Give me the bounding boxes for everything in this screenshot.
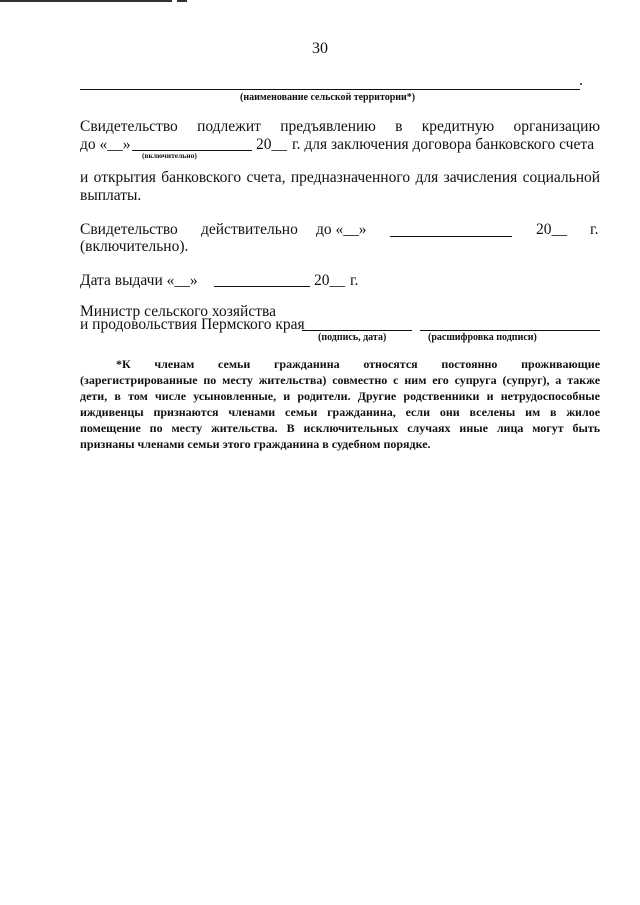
word: подлежит: [197, 118, 261, 135]
word: супруга: [454, 373, 497, 387]
word: зачисления: [443, 169, 518, 186]
footnote-line: [80, 420, 600, 436]
word: (зарегистрированные: [80, 373, 198, 387]
minister-title-line2: и продовольствия Пермского края: [80, 316, 305, 333]
word: родители.: [297, 389, 351, 403]
word: в: [114, 389, 121, 403]
word: по: [203, 373, 217, 387]
word: банковского: [161, 169, 242, 186]
word: и: [283, 389, 291, 403]
word: быть: [572, 421, 601, 435]
word: иные: [459, 421, 488, 435]
word: (супруг),: [502, 373, 550, 387]
footnote-line: [80, 388, 600, 404]
issue-date-prefix: Дата выдачи «__»: [80, 272, 198, 289]
para1-line1: [80, 118, 600, 136]
word: если: [405, 405, 431, 419]
issue-date-line: [214, 286, 310, 287]
word: проживающие: [521, 357, 601, 371]
footnote-line: [80, 372, 600, 388]
word: а: [555, 373, 562, 387]
para1-line3: [80, 169, 600, 187]
validity-word: действительно: [201, 221, 298, 238]
validity-year-suffix: г.: [590, 221, 599, 238]
scan-edge-mark: [177, 0, 187, 2]
word: случаях: [407, 421, 451, 435]
word: социальной: [522, 169, 601, 186]
word: семьи: [218, 357, 251, 371]
word: месту: [171, 421, 203, 435]
para1-line2-year: 20__: [256, 136, 287, 153]
issue-date-year: 20__: [314, 272, 345, 289]
word: Другие: [357, 389, 397, 403]
word: им: [525, 405, 541, 419]
word: совместно: [332, 373, 388, 387]
para1-line2-suffix: г. для заключения договора банковского счета: [292, 136, 595, 153]
para1-line4: выплаты.: [80, 187, 142, 204]
page-number: 30: [312, 40, 328, 57]
inclusive-caption: (включительно): [142, 151, 197, 160]
territory-caption: (наименование сельской территории*): [240, 92, 416, 103]
word: нетрудоспособные: [500, 389, 600, 403]
word: предъявлению: [280, 118, 376, 135]
word: они: [439, 405, 460, 419]
word: также: [567, 373, 601, 387]
word: по: [149, 421, 163, 435]
word: в кредитную: [395, 118, 495, 135]
word: счета,: [246, 169, 286, 186]
issue-date-suffix: г.: [350, 272, 359, 289]
word: числе: [154, 389, 187, 403]
word: помещение: [80, 421, 141, 435]
word: Свидетельство: [80, 118, 178, 135]
word: предназначенного: [290, 169, 411, 186]
word: его: [432, 373, 449, 387]
validity-year: 20__: [536, 221, 567, 238]
minister-title-line1: Министр сельского хозяйства: [80, 303, 276, 320]
word: открытия: [93, 169, 156, 186]
word: признаются: [153, 405, 219, 419]
signature-decode-line: [420, 330, 600, 331]
word: членами: [228, 405, 276, 419]
word: вселены: [469, 405, 516, 419]
validity-line2: (включительно).: [80, 238, 189, 255]
word: семьи: [285, 405, 318, 419]
validity-label: Свидетельство: [80, 221, 178, 238]
word: гражданина,: [327, 405, 396, 419]
word: иждивенцы: [80, 405, 144, 419]
footnote-line: [80, 356, 600, 372]
validity-date-prefix: до «__»: [316, 221, 367, 238]
word: ним: [404, 373, 427, 387]
decode-caption: (расшифровка подписи): [428, 332, 537, 343]
word: членам: [154, 357, 195, 371]
word: родственники: [403, 389, 480, 403]
word: в: [550, 405, 557, 419]
scan-edge-mark: [0, 0, 172, 2]
word: *К: [116, 357, 131, 371]
word: исключительных: [303, 421, 399, 435]
word: с: [393, 373, 399, 387]
word: усыновленные,: [193, 389, 277, 403]
word: гражданина: [273, 357, 340, 371]
word: относятся: [363, 357, 418, 371]
word: постоянно: [441, 357, 498, 371]
footnote-last-line: признаны членами семьи этого гражданина в судебном порядке.: [80, 437, 431, 451]
word: могут: [532, 421, 564, 435]
word: дети,: [80, 389, 108, 403]
word: жительства.: [211, 421, 278, 435]
territory-name-line: [80, 89, 580, 90]
validity-date-line: [390, 236, 512, 237]
signature-line: [302, 330, 412, 331]
signature-caption: (подпись, дата): [318, 332, 387, 343]
word: том: [128, 389, 148, 403]
word: жительства): [258, 373, 327, 387]
footnote-line: [80, 404, 600, 420]
word: и: [486, 389, 494, 403]
word: месту: [222, 373, 253, 387]
word: жилое: [566, 405, 601, 419]
word: для: [415, 169, 439, 186]
word: организацию: [513, 118, 601, 135]
word: и: [80, 169, 89, 186]
word: лица: [496, 421, 524, 435]
word: В: [286, 421, 295, 435]
territory-line-dot: .: [579, 72, 583, 89]
para1-line2-prefix: до «__»: [80, 136, 131, 153]
